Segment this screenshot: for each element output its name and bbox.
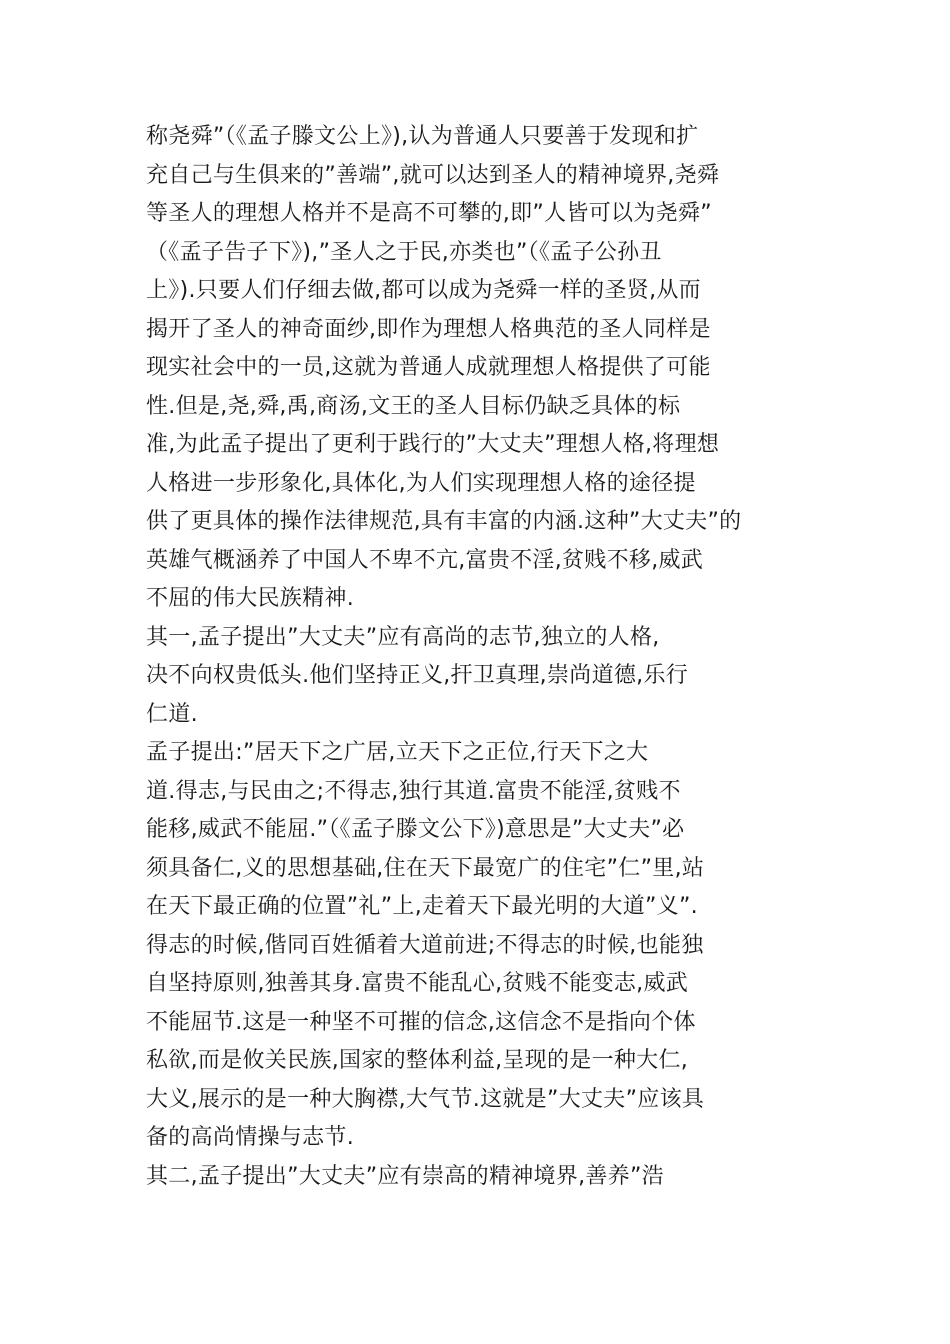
text-line: 人格进一步形象化,具体化,为人们实现理想人格的途径提 <box>146 470 696 496</box>
text-line: 揭开了圣人的神奇面纱,即作为理想人格典范的圣人同样是 <box>146 316 711 342</box>
text-line: 供了更具体的操作法律规范,具有丰富的内涵.这种”大丈夫”的 <box>146 509 742 534</box>
text-line: 其一,孟子提出”大丈夫”应有高尚的志节,独立的人格, <box>146 624 660 650</box>
text-line: 道.得志,与民由之;不得志,独行其道.富贵不能淫,贫贱不 <box>146 778 681 804</box>
text-line: 英雄气概涵养了中国人不卑不亢,富贵不淫,贫贱不移,威武 <box>146 547 704 573</box>
text-line: 准,为此孟子提出了更利于践行的”大丈夫”理想人格,将理想 <box>146 432 720 457</box>
text-line: 上》).只要人们仔细去做,都可以成为尧舜一样的圣贤,从而 <box>146 278 701 303</box>
text-line: 仁道. <box>146 701 198 727</box>
text-line: 得志的时候,偕同百姓循着大道前进;不得志的时候,也能独 <box>146 932 704 958</box>
text-line: 称尧舜”（《孟子滕文公上》),认为普通人只要善于发现和扩 <box>146 124 699 149</box>
text-line: 大义,展示的是一种大胸襟,大气节.这就是”大丈夫”应该具 <box>146 1086 705 1112</box>
text-line: 充自己与生俱来的”善端”,就可以达到圣人的精神境界,尧舜 <box>146 162 720 188</box>
text-line: 在天下最正确的位置”礼”上,走着天下最光明的大道”义”. <box>146 894 698 919</box>
text-line: 等圣人的理想人格并不是高不可攀的,即”人皆可以为尧舜” <box>146 201 712 226</box>
text-line: 备的高尚情操与志节. <box>146 1125 354 1150</box>
text-line: 其二,孟子提出”大丈夫”应有崇高的精神境界,善养”浩 <box>146 1163 664 1189</box>
text-line: （《孟子告子下》),”圣人之于民,亦类也”（《孟子公孙丑 <box>146 239 662 265</box>
text-line: 自坚持原则,独善其身.富贵不能乱心,贫贱不能变志,威武 <box>146 971 689 996</box>
text-line: 性.但是,尧,舜,禹,商汤,文王的圣人目标仍缺乏具体的标 <box>146 393 681 419</box>
text-line: 能移,威武不能屈.”（《孟子滕文公下》)意思是”大丈夫”必 <box>146 817 685 842</box>
text-line: 现实社会中的一员,这就为普通人成就理想人格提供了可能 <box>146 355 711 380</box>
text-line: 私欲,而是攸关民族,国家的整体利益,呈现的是一种大仁, <box>146 1048 689 1073</box>
text-line: 决不向权贵低头.他们坚持正义,扞卫真理,崇尚道德,乐行 <box>146 663 689 688</box>
text-line: 不屈的伟大民族精神. <box>146 586 354 611</box>
text-line: 不能屈节.这是一种坚不可摧的信念,这信念不是指向个体 <box>146 1009 696 1035</box>
text-line: 孟子提出:”居天下之广居,立天下之正位,行天下之大 <box>146 740 649 765</box>
body-text <box>146 118 846 1196</box>
text-line: 须具备仁,义的思想基础,住在天下最宽广的住宅”仁”里,站 <box>146 855 705 881</box>
